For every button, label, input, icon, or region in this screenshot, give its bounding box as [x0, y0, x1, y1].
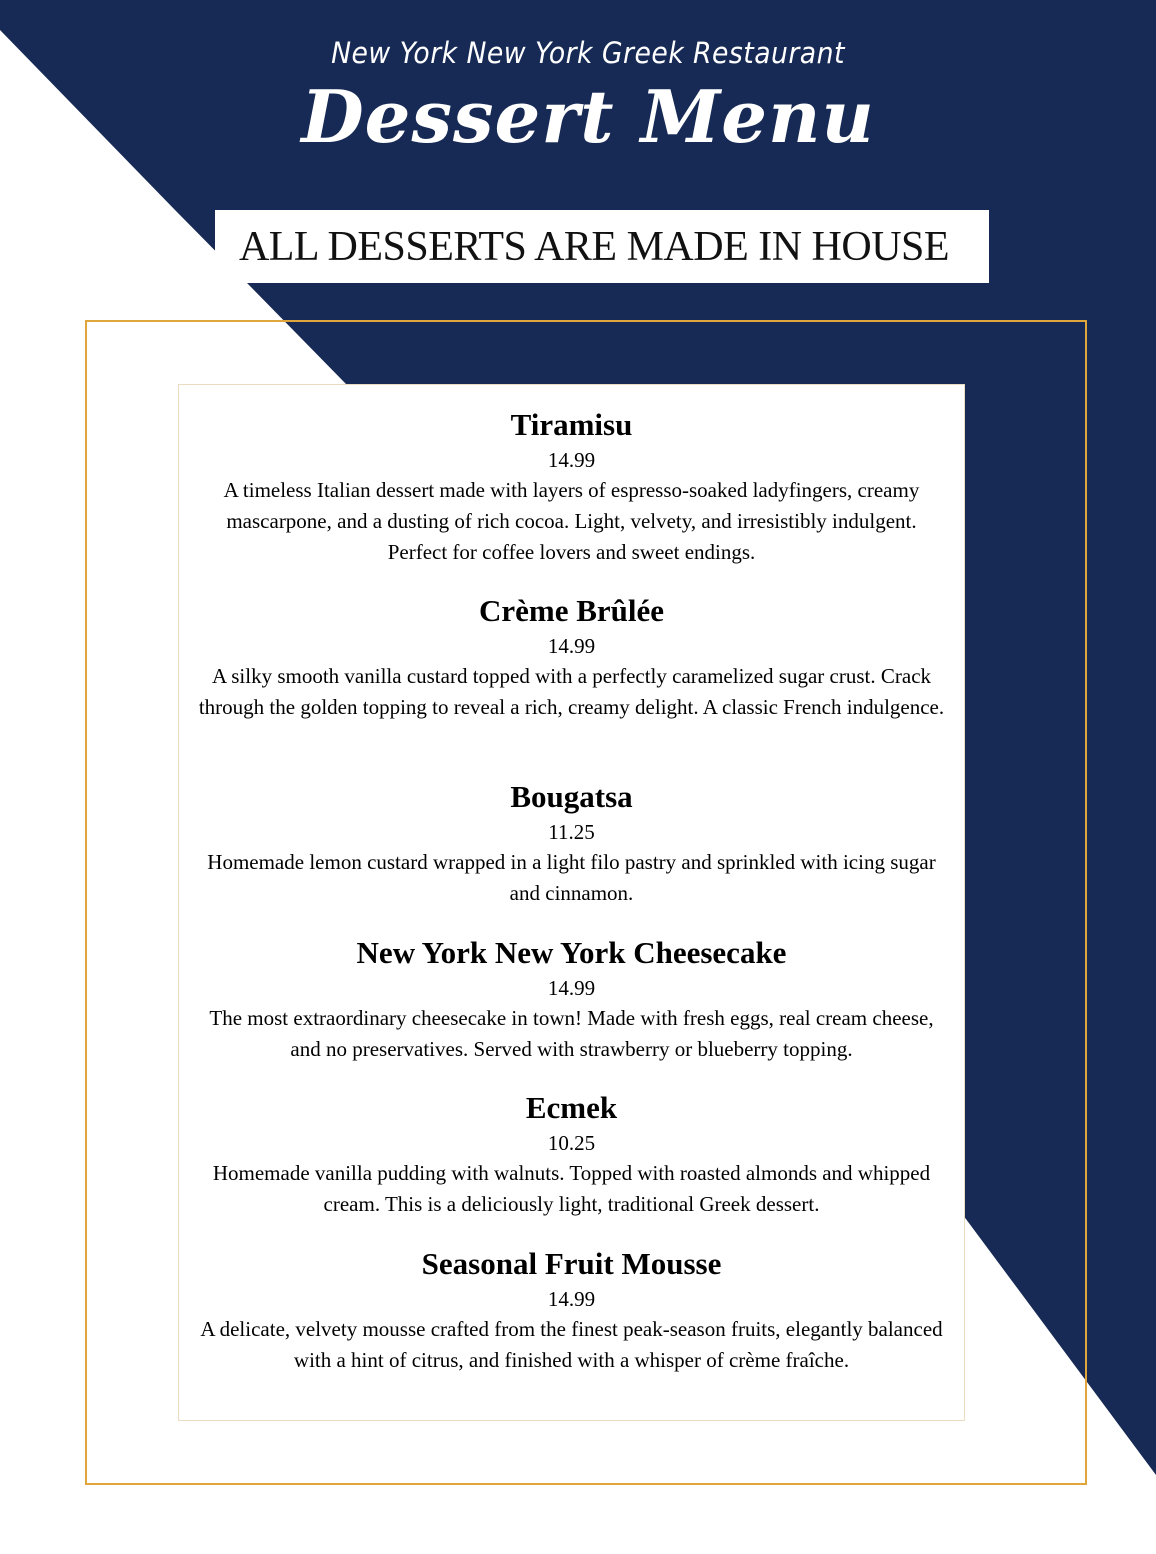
item-name: New York New York Cheesecake: [356, 935, 787, 970]
item-description: A timeless Italian dessert made with layers of espresso-soaked ladyfingers, creamy mascarpone, and a dusting of rich cocoa. Light, velvety, and irresistibly indulgent. Perfect for coffee lovers and sweet endings.: [223, 478, 920, 564]
item-name: Tiramisu: [510, 407, 633, 442]
item-name: Ecmek: [525, 1090, 618, 1125]
banner-text: ALL DESSERTS ARE MADE IN HOUSE: [238, 223, 950, 270]
item-description: A delicate, velvety mousse crafted from the finest peak-season fruits, elegantly balanced with a hint of citrus, and finished with a whisper of crème fraîche.: [200, 1317, 943, 1372]
item-description: The most extraordinary cheesecake in town! Made with fresh eggs, real cream cheese, and no preservatives. Served with strawberry or blueberry topping.: [209, 1006, 934, 1061]
item-price: 14.99: [547, 1287, 596, 1311]
menu-card: [178, 384, 965, 1421]
menu-item-tiramisu: [179, 405, 964, 568]
item-price: 14.99: [547, 976, 596, 1000]
menu-item-creme-brulee: [179, 591, 964, 723]
item-price: 10.25: [547, 1131, 596, 1155]
menu-title: Dessert Menu: [301, 74, 875, 159]
menu-item-cheesecake: [179, 933, 964, 1065]
item-description: A silky smooth vanilla custard topped with a perfectly caramelized sugar crust. Crack through the golden topping to reveal a rich, creamy delight. A classic French indulgence.: [198, 664, 945, 719]
item-price: 14.99: [547, 634, 596, 658]
menu-item-fruit-mousse: [179, 1244, 964, 1376]
menu-item-ecmek: [179, 1088, 964, 1220]
menu-item-bougatsa: [179, 777, 964, 909]
banner: [215, 210, 989, 283]
restaurant-name: New York New York Greek Restaurant: [331, 36, 845, 70]
item-name: Seasonal Fruit Mousse: [421, 1246, 722, 1281]
item-description: Homemade vanilla pudding with walnuts. Topped with roasted almonds and whipped cream. This is a deliciously light, traditional Greek dessert.: [212, 1161, 931, 1216]
item-name: Bougatsa: [510, 779, 633, 814]
item-name: Crème Brûlée: [478, 593, 665, 628]
item-price: 11.25: [548, 820, 595, 844]
item-price: 14.99: [547, 448, 596, 472]
item-description: Homemade lemon custard wrapped in a light filo pastry and sprinkled with icing sugar and cinnamon.: [207, 850, 936, 905]
